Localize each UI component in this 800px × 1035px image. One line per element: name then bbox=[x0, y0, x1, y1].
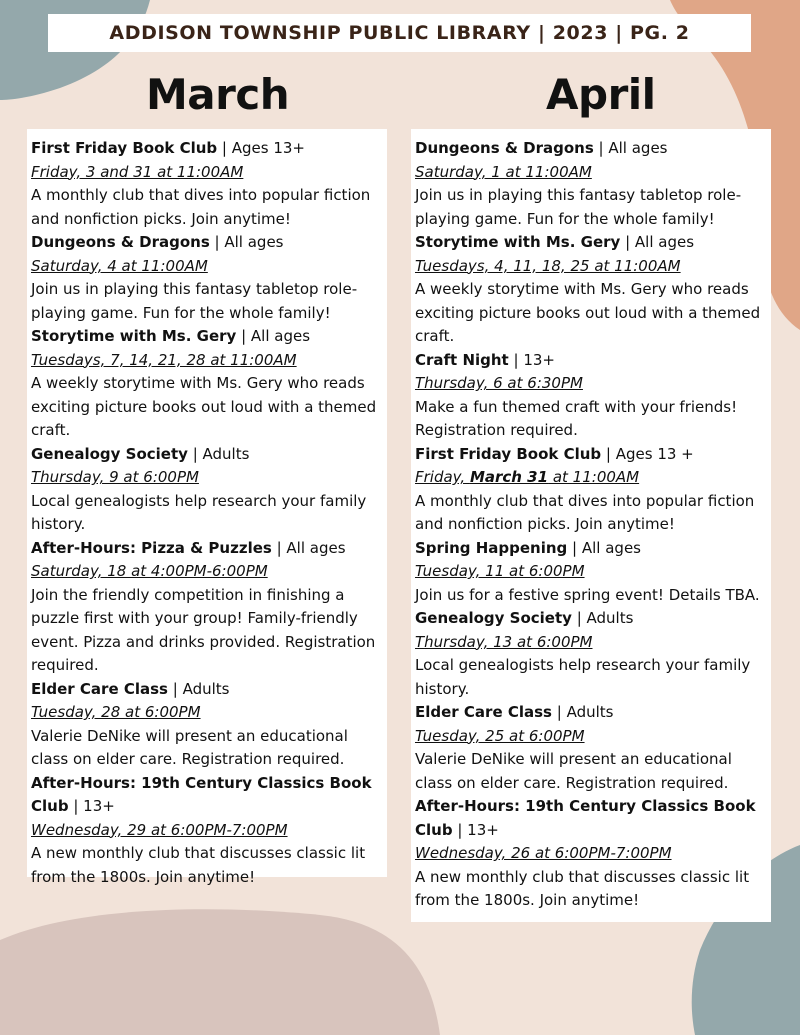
event-title: Elder Care Class bbox=[415, 703, 552, 721]
event-audience: | All ages bbox=[271, 538, 346, 557]
event-description: A new monthly club that discusses classic lit from the 1800s. Join anytime! bbox=[415, 867, 750, 909]
event-audience: | All ages bbox=[209, 233, 284, 251]
event-audience: | Adults bbox=[551, 703, 614, 721]
event-title: After-Hours: 19th Century Classics Book Club bbox=[31, 773, 372, 815]
list-item bbox=[31, 443, 384, 537]
event-audience: | All ages bbox=[620, 233, 695, 251]
event-audience: | Adults bbox=[571, 609, 634, 627]
event-title: First Friday Book Club bbox=[31, 139, 218, 157]
event-description: A new monthly club that discusses classic lit from the 1800s. Join anytime! bbox=[31, 844, 366, 886]
taupe-blob-bottom bbox=[0, 909, 440, 1035]
event-date: Tuesdays, 7, 14, 21, 28 at 11:00AM bbox=[31, 350, 297, 369]
event-title: Storytime with Ms. Gery bbox=[415, 233, 621, 251]
list-item bbox=[415, 349, 768, 443]
list-item bbox=[31, 137, 384, 231]
list-item bbox=[31, 678, 384, 772]
event-date: Saturday, 1 at 11:00AM bbox=[415, 162, 592, 181]
event-title: Dungeons & Dragons bbox=[415, 139, 594, 157]
event-audience: | All ages bbox=[236, 327, 311, 345]
header-title: ADDISON TOWNSHIP PUBLIC LIBRARY | 2023 | PG. 2 bbox=[109, 22, 690, 44]
page-header bbox=[48, 14, 751, 52]
event-title: Genealogy Society bbox=[31, 444, 188, 463]
event-title: After-Hours: 19th Century Classics Book Club bbox=[415, 797, 756, 839]
event-description: Join us for a festive spring event! Details TBA. bbox=[415, 585, 760, 604]
march-title: March bbox=[146, 70, 290, 119]
list-item bbox=[31, 231, 384, 325]
event-description: Valerie DeNike will present an educational class on elder care. Registration required. bbox=[31, 726, 348, 768]
event-date: Wednesday, 29 at 6:00PM-7:00PM bbox=[31, 820, 288, 839]
event-date: Tuesday, 11 at 6:00PM bbox=[415, 562, 585, 580]
march-events-column bbox=[27, 129, 387, 886]
event-date: Tuesdays, 4, 11, 18, 25 at 11:00AM bbox=[415, 256, 681, 275]
event-date: Tuesday, 25 at 6:00PM bbox=[415, 726, 585, 745]
event-title: Elder Care Class bbox=[31, 679, 168, 698]
event-date-suffix: at 11:00AM bbox=[548, 468, 640, 486]
event-audience: | 13+ bbox=[452, 820, 499, 839]
list-item bbox=[415, 701, 768, 795]
event-audience: | All ages bbox=[593, 139, 668, 157]
event-description: A weekly storytime with Ms. Gery who reads exciting picture books out loud with a themed craft. bbox=[31, 374, 377, 439]
event-description: Local genealogists help research your family history. bbox=[415, 656, 751, 698]
event-date: Saturday, 4 at 11:00AM bbox=[31, 256, 208, 275]
event-date: Saturday, 18 at 4:00PM-6:00PM bbox=[31, 562, 268, 580]
event-title: Craft Night bbox=[415, 350, 509, 369]
list-item bbox=[415, 795, 768, 913]
event-audience: | All ages bbox=[567, 538, 641, 557]
event-audience: | Ages 13 + bbox=[601, 444, 694, 463]
event-description: A weekly storytime with Ms. Gery who reads exciting picture books out loud with a themed craft. bbox=[415, 280, 761, 345]
event-date: Thursday, 9 at 6:00PM bbox=[31, 468, 199, 486]
event-description: A monthly club that dives into popular fiction and nonfiction picks. Join anytime! bbox=[31, 186, 371, 228]
event-title: Genealogy Society bbox=[415, 609, 572, 627]
list-item bbox=[415, 443, 768, 537]
april-title: April bbox=[546, 70, 656, 119]
event-audience: | Ages 13+ bbox=[217, 139, 305, 157]
event-audience: | Adults bbox=[187, 444, 250, 463]
event-audience: | Adults bbox=[167, 679, 230, 698]
event-date: Thursday, 6 at 6:30PM bbox=[415, 374, 583, 392]
event-title: Storytime with Ms. Gery bbox=[31, 327, 237, 345]
event-audience: | 13+ bbox=[68, 797, 115, 815]
list-item bbox=[31, 325, 384, 443]
event-title: First Friday Book Club bbox=[415, 444, 602, 463]
event-date-highlight: March 31 bbox=[469, 468, 549, 486]
event-description: A monthly club that dives into popular fiction and nonfiction picks. Join anytime! bbox=[415, 491, 755, 533]
event-date: Thursday, 13 at 6:00PM bbox=[415, 632, 593, 651]
list-item bbox=[415, 137, 768, 231]
april-events-column bbox=[411, 129, 771, 922]
list-item bbox=[31, 772, 384, 890]
event-description: Join the friendly competition in finishing a puzzle first with your group! Family-friendly event. Pizza and drinks provided. Registration required. bbox=[31, 585, 376, 674]
event-title: Dungeons & Dragons bbox=[31, 233, 210, 251]
event-audience: | 13+ bbox=[508, 350, 555, 369]
event-description: Local genealogists help research your family history. bbox=[31, 491, 367, 533]
event-title: After-Hours: Pizza & Puzzles bbox=[31, 538, 272, 557]
event-title: Spring Happening bbox=[415, 538, 568, 557]
list-item bbox=[415, 231, 768, 349]
event-date: Friday, 3 and 31 at 11:00AM bbox=[31, 162, 244, 181]
event-description: Join us in playing this fantasy tabletop role-playing game. Fun for the whole family! bbox=[415, 186, 742, 228]
event-date-prefix: Friday, bbox=[415, 468, 470, 486]
event-date: Wednesday, 26 at 6:00PM-7:00PM bbox=[415, 844, 672, 862]
event-date: Tuesday, 28 at 6:00PM bbox=[31, 703, 201, 721]
event-description: Make a fun themed craft with your friends! Registration required. bbox=[415, 397, 738, 439]
list-item bbox=[415, 537, 768, 608]
list-item bbox=[415, 607, 768, 701]
event-date bbox=[415, 468, 639, 486]
list-item bbox=[31, 537, 384, 678]
event-description: Join us in playing this fantasy tabletop role-playing game. Fun for the whole family! bbox=[31, 280, 358, 322]
event-description: Valerie DeNike will present an educational class on elder care. Registration required. bbox=[415, 750, 732, 792]
